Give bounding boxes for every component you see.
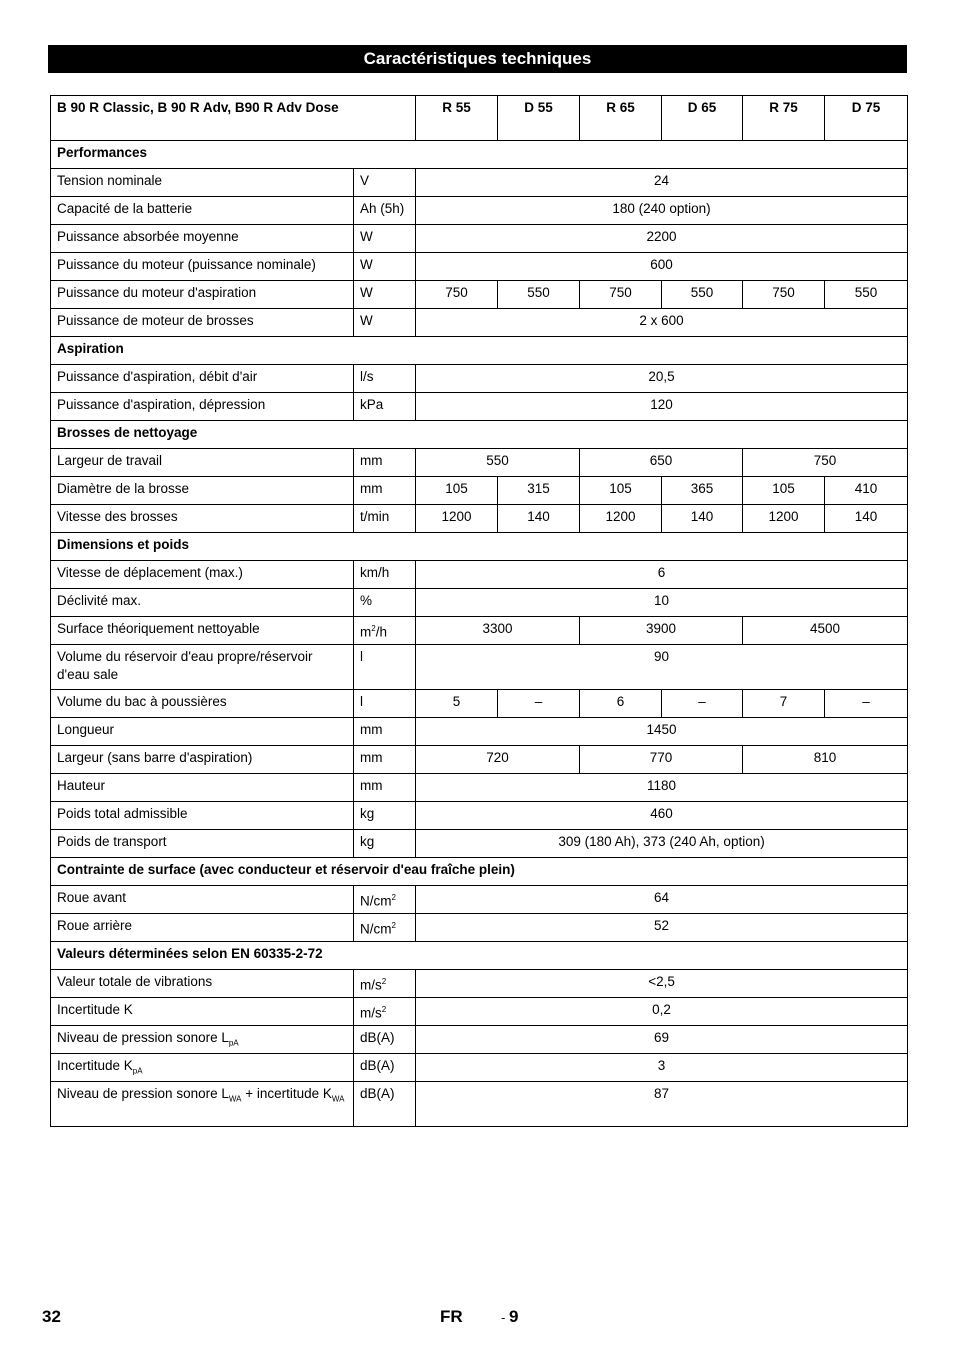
table-row xyxy=(51,393,908,421)
table-row xyxy=(51,970,908,998)
row-value: 4500 xyxy=(743,617,908,645)
row-value: 140 xyxy=(498,505,580,533)
label-base: Niveau de pression sonore L xyxy=(57,1030,229,1045)
label-mid: + incertitude K xyxy=(241,1086,332,1101)
row-label: Roue avant xyxy=(51,886,354,914)
table-row xyxy=(51,309,908,337)
label-subscript: WA xyxy=(331,1094,345,1104)
row-value: 5 xyxy=(416,690,498,718)
language-code: FR xyxy=(440,1307,463,1326)
row-value: 770 xyxy=(580,746,743,774)
section-row xyxy=(51,942,908,970)
row-unit: l/s xyxy=(354,365,416,393)
label-base: Niveau de pression sonore L xyxy=(57,1086,229,1101)
row-unit: % xyxy=(354,589,416,617)
variant-header: D 55 xyxy=(498,96,580,141)
row-unit: kg xyxy=(354,802,416,830)
row-label: Surface théoriquement nettoyable xyxy=(51,617,354,645)
unit-superscript: 2 xyxy=(371,624,376,633)
label-base: Incertitude K xyxy=(57,1058,133,1073)
row-label: Largeur de travail xyxy=(51,449,354,477)
row-unit xyxy=(354,914,416,942)
row-label: Volume du bac à poussières xyxy=(51,690,354,718)
row-label: Incertitude K xyxy=(51,998,354,1026)
table-row xyxy=(51,617,908,645)
table-row xyxy=(51,477,908,505)
label-subscript: pA xyxy=(132,1066,143,1076)
table-row xyxy=(51,1026,908,1054)
section-row xyxy=(51,858,908,886)
row-value: 1180 xyxy=(416,774,908,802)
row-value: 309 (180 Ah), 373 (240 Ah, option) xyxy=(416,830,908,858)
table-row xyxy=(51,886,908,914)
row-value: 6 xyxy=(580,690,662,718)
row-value: <2,5 xyxy=(416,970,908,998)
variant-header: D 65 xyxy=(662,96,743,141)
row-label xyxy=(51,1082,354,1127)
row-value: 140 xyxy=(662,505,743,533)
row-value: – xyxy=(498,690,580,718)
table-row xyxy=(51,774,908,802)
unit-superscript: 2 xyxy=(391,893,396,902)
spec-table xyxy=(50,95,908,1127)
table-row xyxy=(51,690,908,718)
row-label: Puissance d'aspiration, débit d'air xyxy=(51,365,354,393)
row-value: – xyxy=(825,690,908,718)
row-label: Puissance d'aspiration, dépression xyxy=(51,393,354,421)
row-value: 52 xyxy=(416,914,908,942)
row-value: 10 xyxy=(416,589,908,617)
row-label: Puissance du moteur d'aspiration xyxy=(51,281,354,309)
row-value: 315 xyxy=(498,477,580,505)
section-row xyxy=(51,421,908,449)
row-label: Puissance du moteur (puissance nominale) xyxy=(51,253,354,281)
row-label: Poids total admissible xyxy=(51,802,354,830)
page-number: 32 xyxy=(42,1307,61,1326)
row-unit: dB(A) xyxy=(354,1082,416,1127)
row-value: 1450 xyxy=(416,718,908,746)
row-unit xyxy=(354,886,416,914)
row-value: 24 xyxy=(416,169,908,197)
unit-superscript: 2 xyxy=(381,1005,387,1014)
table-row xyxy=(51,365,908,393)
row-value: 120 xyxy=(416,393,908,421)
row-value: 550 xyxy=(416,449,580,477)
row-value: 0,2 xyxy=(416,998,908,1026)
variant-header: R 55 xyxy=(416,96,498,141)
row-value: 600 xyxy=(416,253,908,281)
row-unit: mm xyxy=(354,477,416,505)
table-row xyxy=(51,998,908,1026)
section-row xyxy=(51,337,908,365)
row-value: 365 xyxy=(662,477,743,505)
unit-superscript: 2 xyxy=(391,921,396,930)
row-value: 105 xyxy=(743,477,825,505)
row-unit: W xyxy=(354,225,416,253)
row-value: 3900 xyxy=(580,617,743,645)
row-unit: mm xyxy=(354,449,416,477)
row-value: 410 xyxy=(825,477,908,505)
row-value: 2 x 600 xyxy=(416,309,908,337)
row-value: 6 xyxy=(416,561,908,589)
row-label: Capacité de la batterie xyxy=(51,197,354,225)
row-label: Hauteur xyxy=(51,774,354,802)
section-page-number: 9 xyxy=(509,1307,519,1326)
row-unit: t/min xyxy=(354,505,416,533)
section-row xyxy=(51,533,908,561)
table-row xyxy=(51,253,908,281)
row-label: Déclivité max. xyxy=(51,589,354,617)
model-name: B 90 R Classic, B 90 R Adv, B90 R Adv Dose xyxy=(51,96,416,141)
row-value: 69 xyxy=(416,1026,908,1054)
table-row xyxy=(51,746,908,774)
row-label: Roue arrière xyxy=(51,914,354,942)
row-unit: mm xyxy=(354,774,416,802)
table-row xyxy=(51,281,908,309)
row-unit: W xyxy=(354,309,416,337)
row-value: 1200 xyxy=(416,505,498,533)
page-title: Caractéristiques techniques xyxy=(48,45,907,73)
row-label: Longueur xyxy=(51,718,354,746)
row-value: 90 xyxy=(416,645,908,690)
table-row xyxy=(51,225,908,253)
row-value: 87 xyxy=(416,1082,908,1127)
row-unit xyxy=(354,970,416,998)
row-value: 550 xyxy=(825,281,908,309)
row-value: 105 xyxy=(416,477,498,505)
row-label: Vitesse des brosses xyxy=(51,505,354,533)
row-label: Largeur (sans barre d'aspiration) xyxy=(51,746,354,774)
section-title: Dimensions et poids xyxy=(51,533,908,561)
row-label xyxy=(51,1026,354,1054)
row-value: 720 xyxy=(416,746,580,774)
row-unit: l xyxy=(354,645,416,690)
row-value: 1200 xyxy=(743,505,825,533)
row-unit: km/h xyxy=(354,561,416,589)
section-title: Performances xyxy=(51,141,908,169)
row-value: 1200 xyxy=(580,505,662,533)
table-row xyxy=(51,802,908,830)
row-value: – xyxy=(662,690,743,718)
table-row xyxy=(51,1082,908,1127)
unit-tail: /h xyxy=(375,624,387,640)
unit-superscript: 2 xyxy=(381,977,387,986)
row-value: 64 xyxy=(416,886,908,914)
row-unit xyxy=(354,617,416,645)
table-row xyxy=(51,1054,908,1082)
row-unit: dB(A) xyxy=(354,1026,416,1054)
row-label: Puissance absorbée moyenne xyxy=(51,225,354,253)
table-row xyxy=(51,718,908,746)
unit-base: m xyxy=(360,624,372,640)
row-label: Volume du réservoir d'eau propre/réservoir d'eau sale xyxy=(51,645,354,690)
row-unit: Ah (5h) xyxy=(354,197,416,225)
table-row xyxy=(51,505,908,533)
variant-header: D 75 xyxy=(825,96,908,141)
row-value: 460 xyxy=(416,802,908,830)
row-label: Diamètre de la brosse xyxy=(51,477,354,505)
page-separator: - xyxy=(501,1310,506,1325)
row-value: 550 xyxy=(498,281,580,309)
row-value: 2200 xyxy=(416,225,908,253)
row-value: 3 xyxy=(416,1054,908,1082)
unit-base: m/s xyxy=(360,977,382,993)
row-value: 810 xyxy=(743,746,908,774)
row-label: Tension nominale xyxy=(51,169,354,197)
row-value: 750 xyxy=(743,449,908,477)
row-unit: dB(A) xyxy=(354,1054,416,1082)
row-unit: mm xyxy=(354,746,416,774)
row-value: 550 xyxy=(662,281,743,309)
table-row xyxy=(51,449,908,477)
label-subscript: WA xyxy=(228,1094,242,1104)
row-value: 650 xyxy=(580,449,743,477)
row-unit: W xyxy=(354,281,416,309)
row-value: 180 (240 option) xyxy=(416,197,908,225)
table-row xyxy=(51,197,908,225)
label-subscript: pA xyxy=(228,1038,239,1048)
row-unit: kPa xyxy=(354,393,416,421)
row-value: 105 xyxy=(580,477,662,505)
row-label: Valeur totale de vibrations xyxy=(51,970,354,998)
row-unit: mm xyxy=(354,718,416,746)
unit-base: N/cm xyxy=(360,893,392,909)
row-unit: W xyxy=(354,253,416,281)
row-value: 3300 xyxy=(416,617,580,645)
table-row xyxy=(51,169,908,197)
unit-base: N/cm xyxy=(360,921,392,937)
table-row xyxy=(51,589,908,617)
row-value: 20,5 xyxy=(416,365,908,393)
section-title: Valeurs déterminées selon EN 60335-2-72 xyxy=(51,942,908,970)
row-unit: l xyxy=(354,690,416,718)
table-header-row xyxy=(51,96,908,141)
unit-base: m/s xyxy=(360,1005,382,1021)
table-row xyxy=(51,561,908,589)
row-value: 750 xyxy=(416,281,498,309)
row-unit: V xyxy=(354,169,416,197)
row-label xyxy=(51,1054,354,1082)
row-value: 750 xyxy=(743,281,825,309)
section-row xyxy=(51,141,908,169)
row-unit: kg xyxy=(354,830,416,858)
variant-header: R 65 xyxy=(580,96,662,141)
table-row xyxy=(51,830,908,858)
table-row xyxy=(51,914,908,942)
row-value: 750 xyxy=(580,281,662,309)
section-title: Contrainte de surface (avec conducteur et réservoir d'eau fraîche plein) xyxy=(51,858,908,886)
row-label: Poids de transport xyxy=(51,830,354,858)
row-value: 7 xyxy=(743,690,825,718)
section-title: Brosses de nettoyage xyxy=(51,421,908,449)
variant-header: R 75 xyxy=(743,96,825,141)
row-label: Vitesse de déplacement (max.) xyxy=(51,561,354,589)
row-unit xyxy=(354,998,416,1026)
section-title: Aspiration xyxy=(51,337,908,365)
row-label: Puissance de moteur de brosses xyxy=(51,309,354,337)
row-value: 140 xyxy=(825,505,908,533)
table-row xyxy=(51,645,908,690)
